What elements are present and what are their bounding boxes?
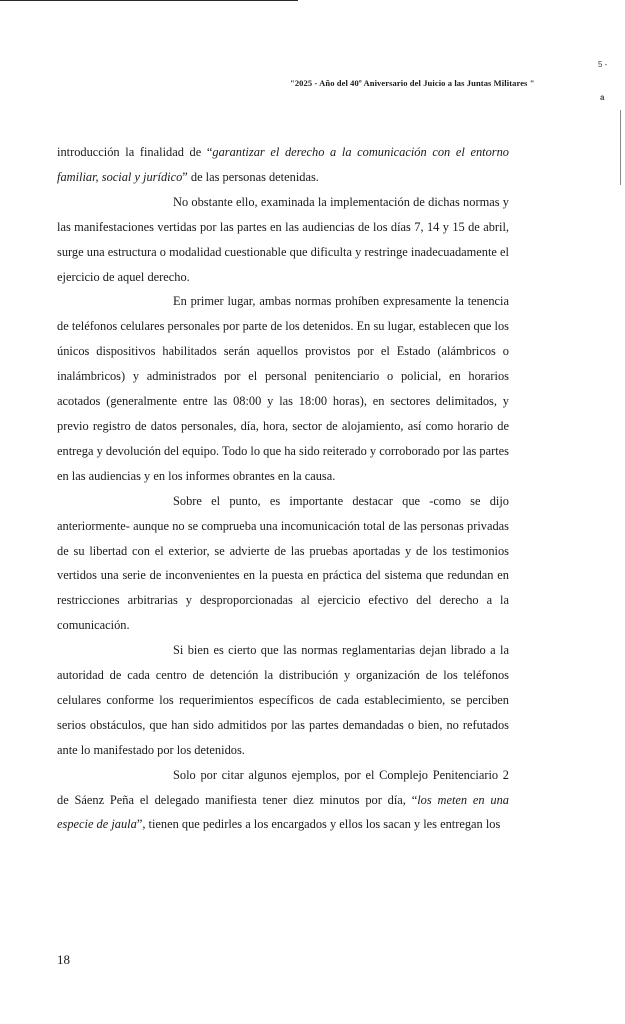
paragraph-text: No obstante ello, examinada la implementación de dichas normas y las manifestaciones vertidas por las partes en las audiencias de los días 7, 14 y 15 de abril, surge una estructura o modalidad cuestionable que dificulta y restringe inadecuadamente el ejercicio de aquel derecho. [57,194,509,284]
paragraph-text: Si bien es cierto que las normas reglamentarias dejan librado a la autoridad de cada centro de detención la distribución y organización de los teléfonos celulares conforme los requerimientos específicos de cada establecimiento, se perciben serios obstáculos, que han sido admitidos por las partes demandadas o bien, no refutados ante lo manifestado por los detenidos. [57,643,509,757]
top-rule [0,0,298,1]
page-header: "2025 - Año del 40º Aniversario del Juicio a las Juntas Militares " [290,78,535,88]
paragraph-6 [57,763,509,838]
page-mark-second: a [600,93,605,102]
paragraph-text: introducción la finalidad de “ [57,145,213,159]
paragraph-4 [57,489,509,638]
document-body [57,140,509,837]
paragraph-2 [57,190,509,290]
paragraph-text: Solo por citar algunos ejemplos, por el Complejo Penitenciario 2 de Sáenz Peña el delegado manifiesta tener diez minutos por día, “ [57,767,509,807]
paragraph-text: ”, tienen que pedirles a los encargados y ellos los sacan y les entregan los [136,817,501,832]
margin-rule [620,110,621,185]
paragraph-text: En primer lugar, ambas normas prohíben expresamente la tenencia de teléfonos celulares personales por parte de los detenidos. En su lugar, establecen que los únicos dispositivos habilitados serán aquellos provistos por el Estado (alámbricos o inalámbricos) y administrados por el personal penitenciario o policial, en horarios acotados (generalmente entre las 08:00 y las 18:00 horas), en sectores delimitados, y previo registro de datos personales, día, hora, sector de alojamiento, así como horario de entrega y devolución del equipo. Todo lo que ha sido reiterado y corroborado por las partes en las audiencias y en los informes obrantes en la causa. [57,294,509,483]
paragraph-3 [57,289,509,488]
paragraph-quote: garantizar el derecho a la comunicación con el entorno familiar, social y jurídico [57,145,509,184]
page-mark-top: 5 - [598,60,608,69]
paragraph-1 [57,140,509,190]
page-number: 18 [57,952,70,967]
paragraph-text: ” de las personas detenidas. [182,169,319,184]
paragraph-text: Sobre el punto, es importante destacar que -como se dijo anteriormente- aunque no se comprueba una incomunicación total de las personas privadas de su libertad con el exterior, se advierte de las pruebas aportadas y de los testimonios vertidos una serie de inconvenientes en la puesta en práctica del sistema que redundan en restricciones arbitrarias y desproporcionadas al ejercicio efectivo del derecho a la comunicación. [57,493,509,633]
paragraph-quote: los meten en una especie de jaula [57,792,509,832]
paragraph-5 [57,638,509,763]
